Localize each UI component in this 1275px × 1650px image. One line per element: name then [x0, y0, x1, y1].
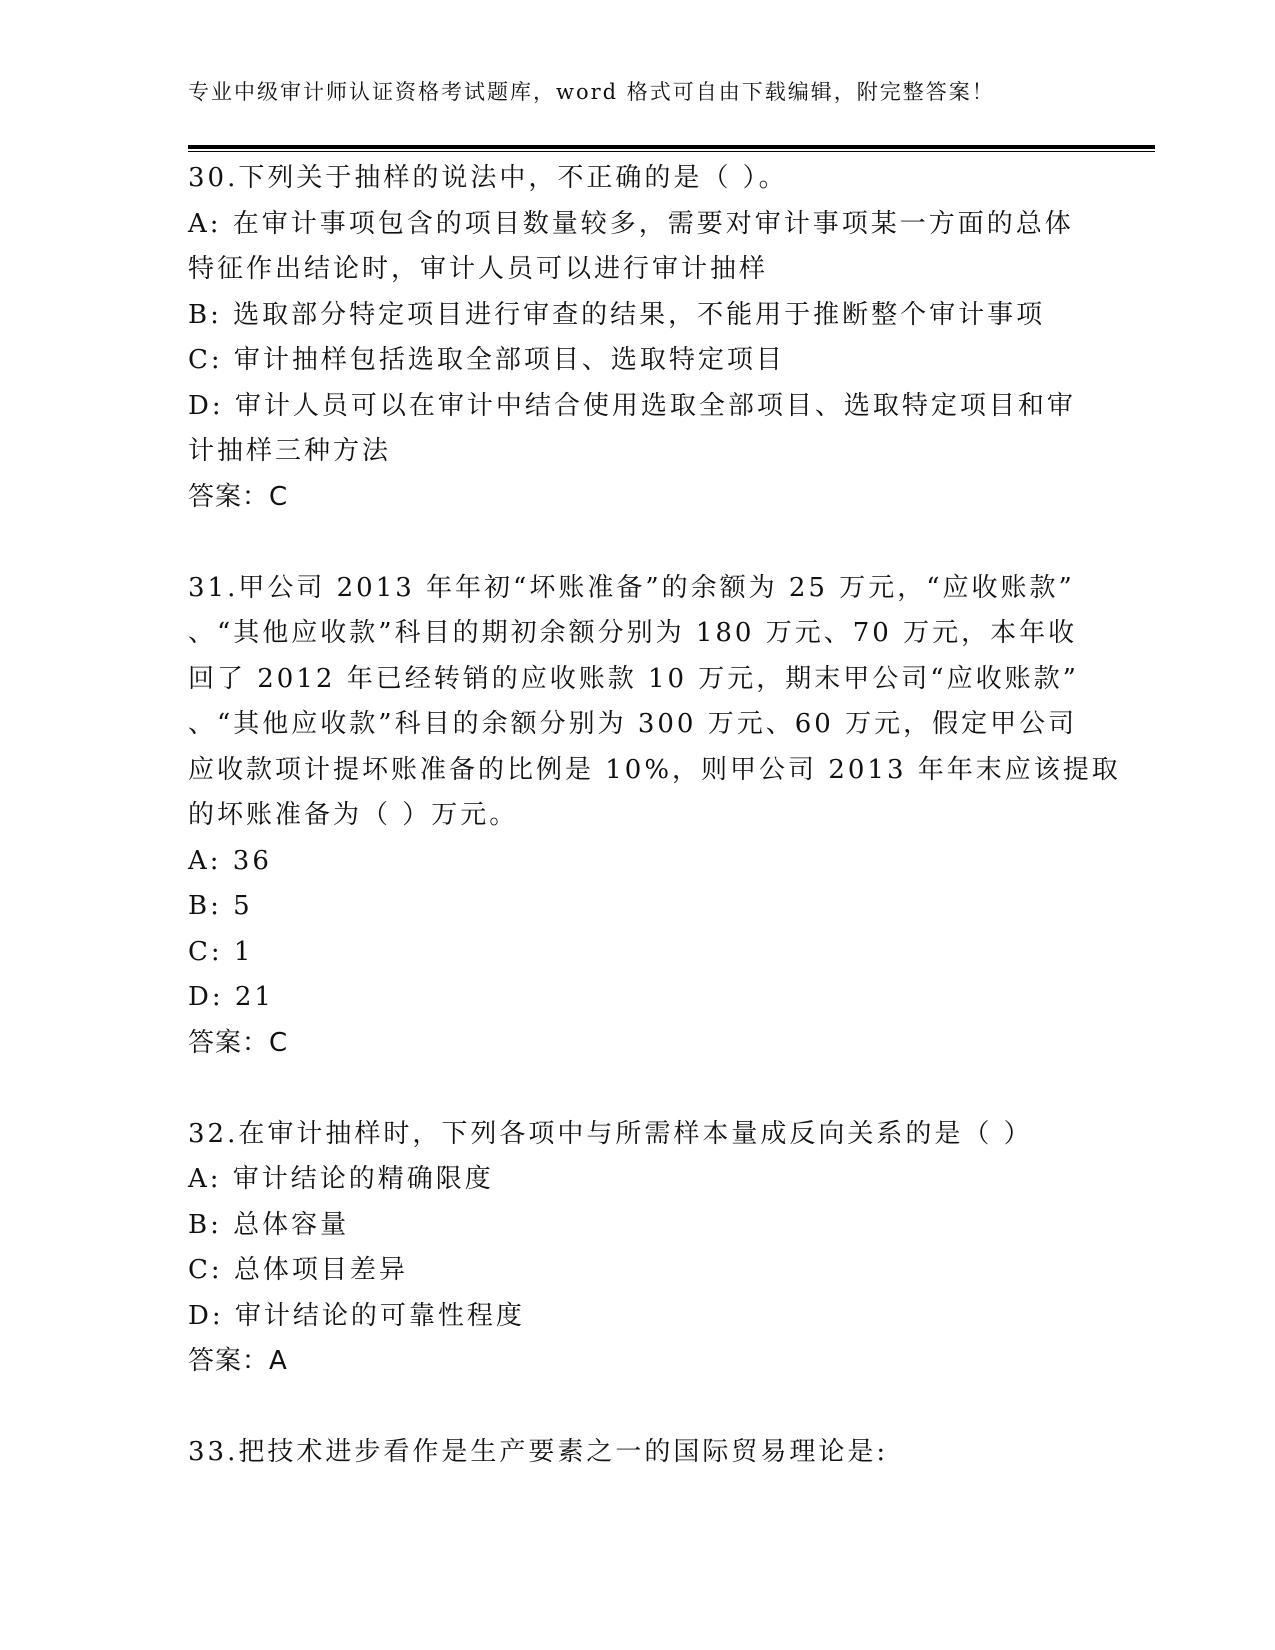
- option-a-continued: 特征作出结论时，审计人员可以进行审计抽样: [188, 254, 769, 284]
- question-31: [188, 566, 1121, 1067]
- question-text: 33.把技术进步看作是生产要素之一的国际贸易理论是:: [188, 1437, 889, 1467]
- option-c: C: 总体项目差异: [188, 1255, 408, 1285]
- answer: 答案：A: [188, 1346, 288, 1376]
- header-rule-thick: [188, 145, 1155, 149]
- option-c: C: 审计抽样包括选取全部项目、选取特定项目: [188, 345, 785, 375]
- option-d: D: 审计人员可以在审计中结合使用选取全部项目、选取特定项目和审: [188, 390, 1076, 421]
- option-b: B: 选取部分特定项目进行审查的结果，不能用于推断整个审计事项: [188, 299, 1046, 330]
- spacer: [188, 1066, 1088, 1112]
- question-text: 31.甲公司 2013 年年初“坏账准备”的余额为 25 万元，“应收账款”: [188, 572, 1075, 603]
- option-d-continued: 计抽样三种方法: [188, 436, 392, 466]
- spacer: [188, 520, 1088, 566]
- page-header: 专业中级审计师认证资格考试题库，word 格式可自由下载编辑，附完整答案！: [188, 80, 995, 104]
- option-b: B: 总体容量: [188, 1209, 350, 1240]
- header-rule-thin: [188, 151, 1155, 152]
- question-text-line-5: 应收款项计提坏账准备的比例是 10%，则甲公司 2013 年年末应该提取: [188, 754, 1121, 785]
- answer: 答案：C: [188, 1027, 289, 1058]
- question-text: 30.下列关于抽样的说法中，不正确的是（ ）。: [188, 163, 788, 193]
- option-b: B: 5: [188, 891, 253, 921]
- question-30: [188, 156, 1088, 520]
- spacer: [188, 1385, 1088, 1431]
- option-a: A: 36: [188, 845, 272, 876]
- question-text-line-2: 、“其他应收款”科目的期初余额分别为 180 万元、70 万元，本年收: [188, 618, 1078, 648]
- question-list: [188, 156, 1121, 1476]
- option-c: C: 1: [188, 936, 254, 967]
- question-32: [188, 1112, 1088, 1385]
- question-text-line-4: 、“其他应收款”科目的余额分别为 300 万元、60 万元，假定甲公司: [188, 709, 1078, 739]
- option-d: D: 21: [188, 982, 274, 1012]
- question-33: [188, 1430, 1088, 1476]
- option-a: A: 在审计事项包含的项目数量较多，需要对审计事项某一方面的总体: [188, 208, 1074, 239]
- question-text-line-3: 回了 2012 年已经转销的应收账款 10 万元，期末甲公司“应收账款”: [188, 663, 1079, 694]
- question-text: 32.在审计抽样时，下列各项中与所需样本量成反向关系的是（ ）: [188, 1118, 1033, 1149]
- option-a: A: 审计结论的精确限度: [188, 1164, 494, 1194]
- answer: 答案：C: [188, 481, 289, 512]
- question-text-line-6: 的坏账准备为（ ）万元。: [188, 800, 519, 830]
- option-d: D: 审计结论的可靠性程度: [188, 1300, 525, 1331]
